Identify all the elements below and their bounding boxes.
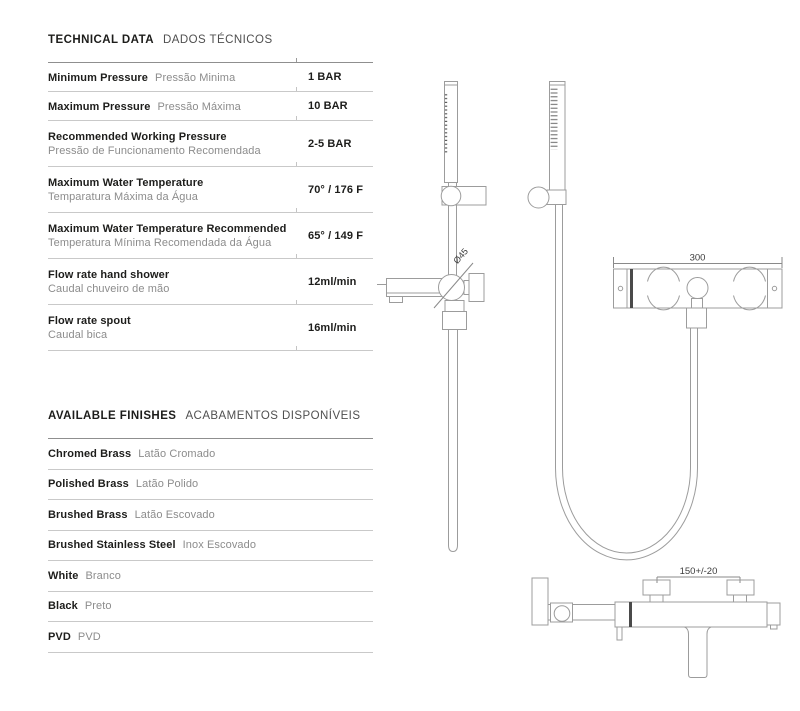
finish-name-pt: Latão Escovado xyxy=(134,508,215,521)
row-label-pt: Pressão de Funcionamento Recomendada xyxy=(48,144,261,157)
row-label-pt: Caudal chuveiro de mão xyxy=(48,282,170,295)
hose-nut xyxy=(443,312,467,330)
section-title-en: AVAILABLE FINISHES xyxy=(48,410,177,422)
row-value: 10 BAR xyxy=(308,100,348,112)
finish-name-en: Black xyxy=(48,600,78,613)
table-row xyxy=(48,213,373,259)
finishes-table xyxy=(48,439,373,653)
mixer-body xyxy=(615,602,767,627)
spacing-label: 150+/-20 xyxy=(679,566,718,577)
diverter-knob xyxy=(554,606,570,622)
finish-row xyxy=(48,531,373,562)
finish-name-en: White xyxy=(48,569,79,582)
section-title-en: TECHNICAL DATA xyxy=(48,34,154,46)
row-label-pt: Temperatura Mínima Recomendada da Água xyxy=(48,236,272,249)
lever xyxy=(617,627,622,640)
drawings-svg xyxy=(370,55,800,700)
aerator xyxy=(390,297,403,303)
finish-row xyxy=(48,622,373,653)
finish-name-pt: Inox Escovado xyxy=(182,539,257,552)
row-label-en: Recommended Working Pressure xyxy=(48,130,227,143)
table-row xyxy=(48,167,373,213)
row-value: 1 BAR xyxy=(308,71,342,83)
end-cap xyxy=(767,603,780,625)
spout xyxy=(387,279,446,297)
table-row xyxy=(48,63,373,92)
finish-name-en: Brushed Stainless Steel xyxy=(48,539,176,552)
width-label: 300 xyxy=(689,252,706,264)
table-row xyxy=(48,305,373,351)
front-view-drawing xyxy=(377,82,486,552)
spec-column xyxy=(48,33,373,653)
holder-knob xyxy=(528,187,549,208)
spray-face xyxy=(551,88,558,150)
mixer-side-view-drawing xyxy=(532,566,780,678)
technical-data-table xyxy=(48,63,373,351)
finish-name-en: Brushed Brass xyxy=(48,508,128,521)
technical-data-section xyxy=(48,33,373,351)
table-row xyxy=(48,92,373,121)
finish-row xyxy=(48,439,373,470)
row-value: 2-5 BAR xyxy=(308,137,352,150)
table-row xyxy=(48,121,373,167)
row-label-en: Maximum Pressure xyxy=(48,101,151,113)
spray-nozzles xyxy=(445,93,448,153)
finish-name-pt: Preto xyxy=(84,600,112,613)
row-value: 16ml/min xyxy=(308,321,357,334)
available-finishes-header xyxy=(48,409,373,439)
finish-row xyxy=(48,470,373,501)
available-finishes-section xyxy=(48,409,373,653)
row-value: 65° / 149 F xyxy=(308,229,364,242)
side-view-drawing xyxy=(528,82,782,560)
table-row xyxy=(48,259,373,305)
row-label-en: Minimum Pressure xyxy=(48,72,149,84)
finish-name-pt: PVD xyxy=(77,630,101,643)
hose-nut-mixer xyxy=(687,308,707,328)
finish-name-en: Chromed Brass xyxy=(48,447,132,460)
wall-flange xyxy=(532,578,548,625)
row-label-pt: Temparatura Máxima da Água xyxy=(48,190,198,203)
row-label-pt: Pressão Máxima xyxy=(157,101,241,113)
finish-name-en: PVD xyxy=(48,630,71,643)
finish-name-pt: Branco xyxy=(85,569,121,582)
row-value: 12ml/min xyxy=(308,275,357,288)
finish-row xyxy=(48,561,373,592)
diameter-label: Ø45 xyxy=(451,246,471,266)
row-label-en: Maximum Water Temperature Recommended xyxy=(48,222,287,235)
finish-name-en: Polished Brass xyxy=(48,478,129,491)
row-label-en: Maximum Water Temperature xyxy=(48,176,204,189)
hose-inner xyxy=(563,203,691,553)
row-value: 70° / 176 F xyxy=(308,183,364,196)
row-label-en: Flow rate hand shower xyxy=(48,268,170,281)
finish-row xyxy=(48,500,373,531)
row-label-en: Flow rate spout xyxy=(48,314,131,327)
hose-outer xyxy=(556,203,698,560)
row-label-pt: Pressão Minima xyxy=(155,72,236,84)
finish-name-pt: Latão Cromado xyxy=(138,447,216,460)
technical-data-header xyxy=(48,33,373,63)
mixer-knob xyxy=(687,278,708,299)
shower-holder xyxy=(547,190,566,205)
section-title-pt: ACABAMENTOS DISPONÍVEIS xyxy=(185,410,361,422)
section-title-pt: DADOS TÉCNICOS xyxy=(162,34,273,46)
finish-row xyxy=(48,592,373,623)
valve-handle xyxy=(469,274,484,302)
down-tube xyxy=(685,627,712,678)
hose-front xyxy=(449,330,458,552)
technical-drawings xyxy=(370,55,800,700)
row-label-pt: Caudal bica xyxy=(48,328,108,341)
finish-name-pt: Latão Polido xyxy=(135,478,199,491)
slider-knob xyxy=(441,186,461,206)
